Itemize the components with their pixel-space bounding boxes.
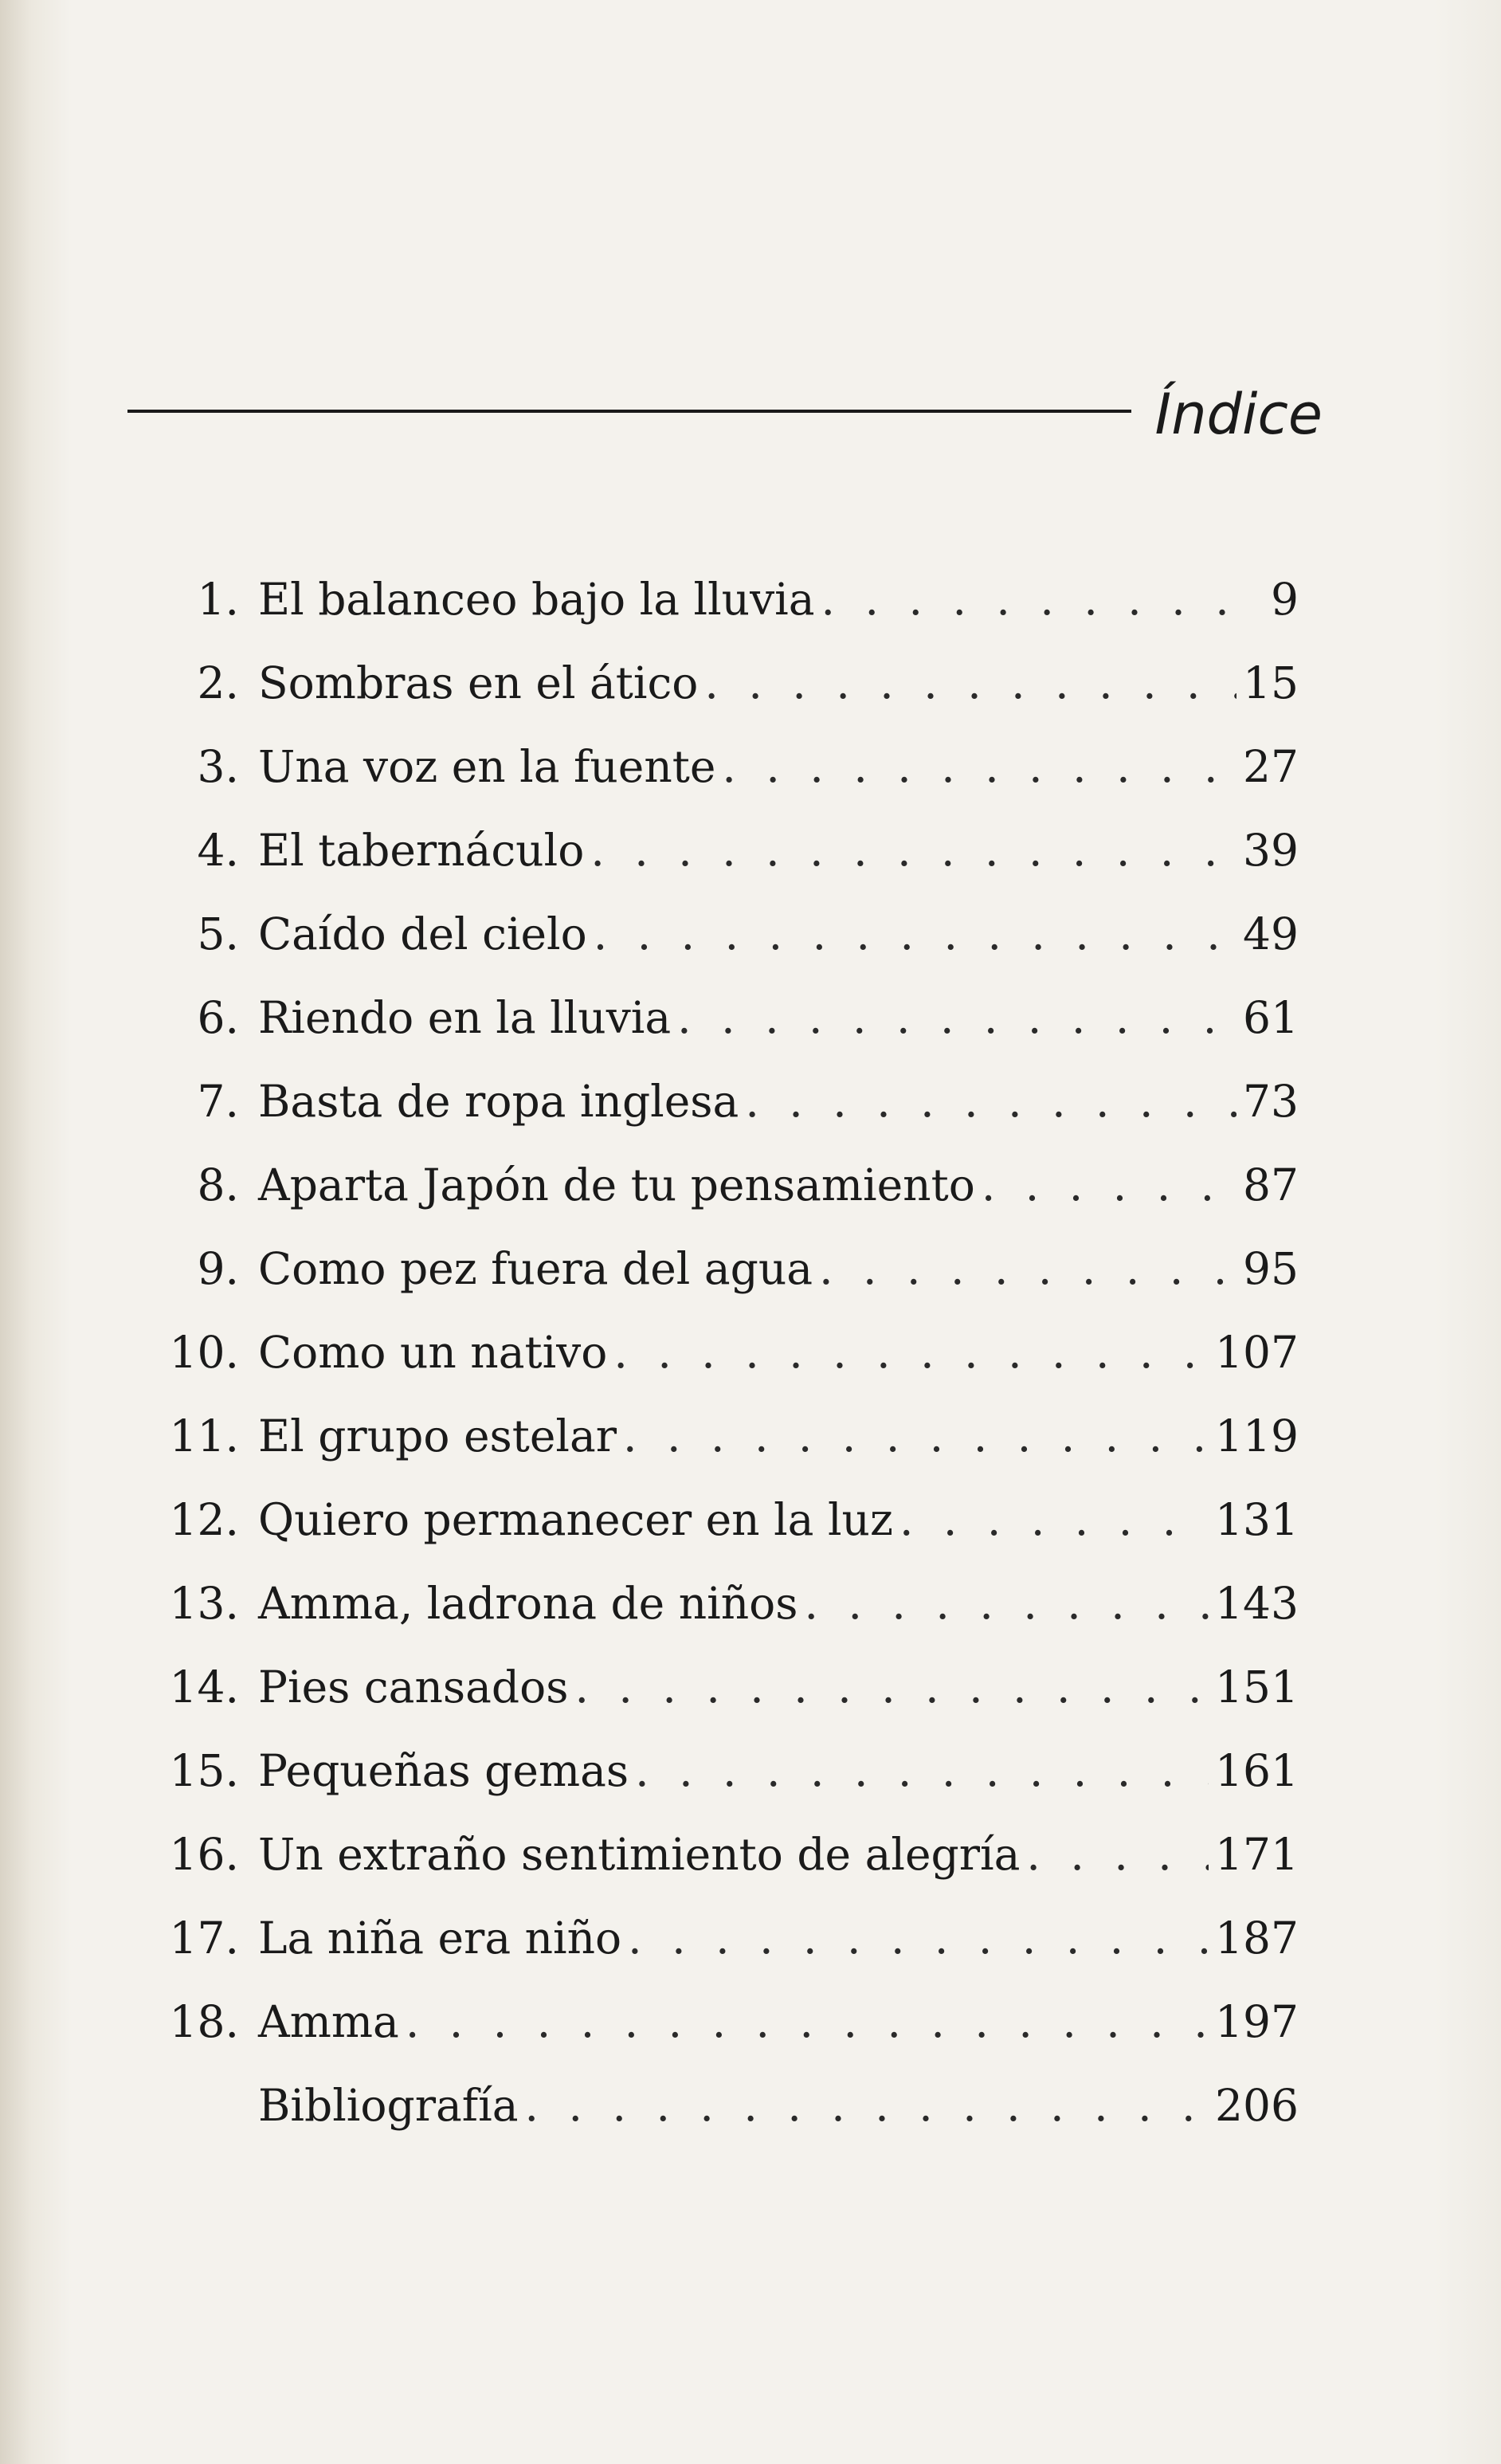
- toc-entry-title: La niña era niño: [258, 1913, 622, 1964]
- toc-entry-number: 4.: [197, 825, 239, 876]
- toc-entry: [127, 809, 1299, 893]
- toc-entry: [127, 725, 1299, 809]
- toc-entry-title: Amma, ladrona de niños: [258, 1578, 798, 1629]
- toc-leader-dots: [821, 558, 1244, 642]
- table-of-contents: [127, 558, 1299, 2148]
- toc-leader-dots: [899, 1478, 1209, 1562]
- toc-entry: [127, 642, 1299, 725]
- toc-entry-title: Un extraño sentimiento de alegría: [258, 1829, 1021, 1880]
- toc-entry-title: El balanceo bajo la lluvia: [258, 574, 815, 625]
- toc-entry: [127, 1646, 1299, 1729]
- toc-entry: [127, 1980, 1299, 2064]
- toc-entry-page: 87: [1243, 1159, 1299, 1210]
- header-rule: [127, 410, 1131, 413]
- toc-entry: [127, 558, 1299, 642]
- toc-entry-page: 161: [1215, 1745, 1299, 1796]
- toc-leader-dots: [982, 1144, 1236, 1227]
- toc-entry-page: 187: [1215, 1913, 1299, 1964]
- toc-leader-dots: [819, 1227, 1236, 1311]
- toc-entry-number: 8.: [197, 1159, 239, 1210]
- toc-leader-dots: [677, 976, 1236, 1060]
- toc-entry: [127, 1227, 1299, 1311]
- toc-entry-number: 2.: [197, 657, 239, 708]
- toc-entry-page: 107: [1215, 1327, 1299, 1378]
- toc-entry-page: 119: [1215, 1411, 1299, 1462]
- toc-entry-page: 131: [1215, 1494, 1299, 1545]
- toc-entry: [127, 2064, 1299, 2148]
- toc-entry: [127, 1060, 1299, 1144]
- toc-entry: [127, 1478, 1299, 1562]
- page-header: [127, 375, 1323, 454]
- toc-leader-dots: [722, 725, 1236, 809]
- toc-entry-title: Caído del cielo: [258, 908, 587, 959]
- toc-entry-page: 73: [1243, 1076, 1299, 1127]
- toc-entry: [127, 1311, 1299, 1395]
- toc-entry-title: Sombras en el ático: [258, 657, 699, 708]
- toc-entry-title: Aparta Japón de tu pensamiento: [258, 1159, 975, 1210]
- toc-entry-page: 39: [1243, 825, 1299, 876]
- toc-entry-number: 6.: [197, 992, 239, 1043]
- toc-leader-dots: [804, 1562, 1209, 1646]
- toc-entry-number: 15.: [169, 1745, 239, 1796]
- toc-leader-dots: [745, 1060, 1236, 1144]
- toc-entry-title: Una voz en la fuente: [258, 741, 716, 792]
- toc-leader-dots: [623, 1395, 1209, 1478]
- toc-entry-number: 1.: [197, 574, 239, 625]
- toc-entry-number: 7.: [197, 1076, 239, 1127]
- toc-leader-dots: [613, 1311, 1209, 1395]
- toc-entry: [127, 1729, 1299, 1813]
- toc-entry-title: Amma: [258, 1996, 399, 2047]
- toc-entry-number: 18.: [169, 1996, 239, 2047]
- toc-leader-dots: [594, 893, 1236, 976]
- toc-entry-number: 10.: [169, 1327, 239, 1378]
- toc-entry-title: Basta de ropa inglesa: [258, 1076, 739, 1127]
- toc-entry: [127, 1897, 1299, 1980]
- toc-entry-title: Como pez fuera del agua: [258, 1243, 813, 1294]
- toc-leader-dots: [704, 642, 1236, 725]
- toc-entry: [127, 1562, 1299, 1646]
- toc-entry-page: 9: [1271, 574, 1299, 625]
- toc-entry-title: Quiero permanecer en la luz: [258, 1494, 893, 1545]
- toc-entry-number: 3.: [197, 741, 239, 792]
- toc-entry-number: 12.: [169, 1494, 239, 1545]
- toc-leader-dots: [406, 1980, 1209, 2064]
- toc-entry: [127, 976, 1299, 1060]
- toc-entry-number: 9.: [197, 1243, 239, 1294]
- toc-entry-page: 95: [1243, 1243, 1299, 1294]
- toc-entry-number: 16.: [169, 1829, 239, 1880]
- toc-leader-dots: [574, 1646, 1209, 1729]
- toc-entry-number: 14.: [169, 1662, 239, 1713]
- toc-leader-dots: [525, 2064, 1209, 2148]
- toc-entry-title: El grupo estelar: [258, 1411, 617, 1462]
- toc-entry-page: 197: [1215, 1996, 1299, 2047]
- toc-entry-title: Pies cansados: [258, 1662, 569, 1713]
- toc-entry-title: Riendo en la lluvia: [258, 992, 672, 1043]
- toc-leader-dots: [590, 809, 1236, 893]
- toc-entry-page: 49: [1243, 908, 1299, 959]
- toc-entry-page: 27: [1243, 741, 1299, 792]
- toc-entry: [127, 1144, 1299, 1227]
- toc-entry-number: 11.: [169, 1411, 239, 1462]
- toc-entry-title: Como un nativo: [258, 1327, 608, 1378]
- toc-entry: [127, 893, 1299, 976]
- toc-leader-dots: [628, 1897, 1209, 1980]
- toc-leader-dots: [635, 1729, 1209, 1813]
- toc-entry-number: 13.: [169, 1578, 239, 1629]
- toc-entry-title: El tabernáculo: [258, 825, 585, 876]
- toc-entry-page: 151: [1215, 1662, 1299, 1713]
- toc-entry-page: 15: [1243, 657, 1299, 708]
- toc-entry: [127, 1395, 1299, 1478]
- toc-entry-title: Pequeñas gemas: [258, 1745, 629, 1796]
- toc-entry: [127, 1813, 1299, 1897]
- toc-entry-number: 5.: [197, 908, 239, 959]
- toc-entry-number: 17.: [169, 1913, 239, 1964]
- page-title: Índice: [1154, 382, 1323, 447]
- toc-entry-page: 206: [1215, 2080, 1299, 2131]
- toc-entry-page: 171: [1215, 1829, 1299, 1880]
- toc-leader-dots: [1026, 1813, 1209, 1897]
- toc-entry-page: 61: [1243, 992, 1299, 1043]
- toc-entry-title: Bibliografía: [258, 2080, 519, 2131]
- toc-entry-page: 143: [1215, 1578, 1299, 1629]
